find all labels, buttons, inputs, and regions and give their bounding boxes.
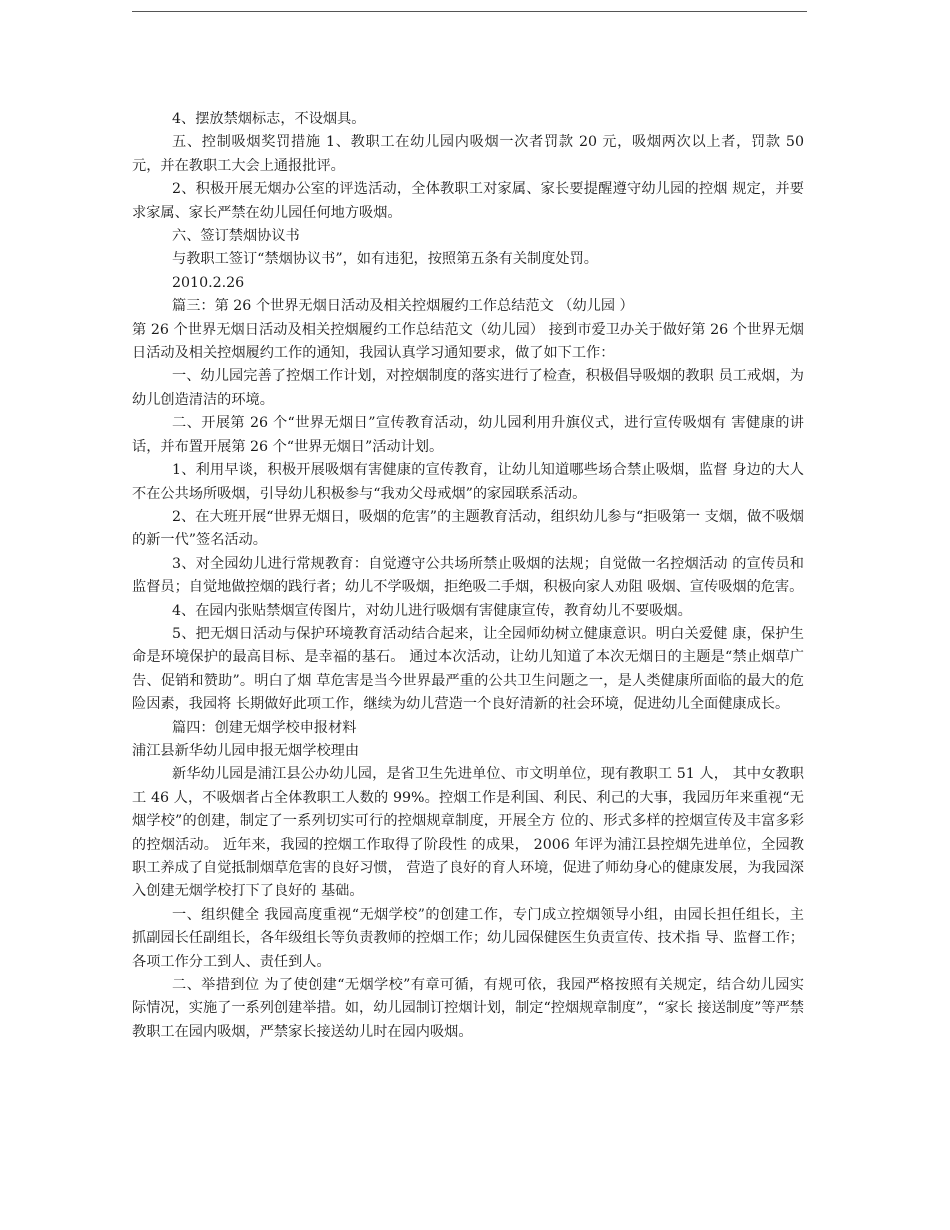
- date-line: 2010.2.26: [172, 274, 245, 291]
- paragraph: 二、举措到位 为了使创建“无烟学校”有章可循，有规可依，我园严格按照有关规定，结合幼儿园实 际情况，实施了一系列创建举措。如，幼儿园制订控烟计划，制定“控烟规章制度”，“家长 接送制度”等严禁教职工在园内吸烟，严禁家长接送幼儿时在园内吸烟。: [132, 977, 804, 1040]
- paragraph: 3、对全园幼儿进行常规教育：自觉遵守公共场所禁止吸烟的法规；自觉做一名控烟活动 的宣传员和监督员；自觉地做控烟的践行者；幼儿不学吸烟，拒绝吸二手烟，积极向家人劝阻 吸烟、宣传吸烟的危害。: [132, 555, 804, 596]
- section-heading: 篇三：第 26 个世界无烟日活动及相关控烟履约工作总结范文 （幼儿园 ）: [172, 298, 634, 315]
- paragraph: 新华幼儿园是浦江县公办幼儿园，是省卫生先进单位、市文明单位，现有教职工 51 人， 其中女教职工 46 人，不吸烟者占全体教职工人数的 99%。控烟工作是利国、利民、利己的大事，我园历年来重视“无烟学校”的创建，制定了一系列切实可行的控烟规章制度，开展全方 位的、形式多样的控烟宣传及丰富多彩的控烟活动。 近年来，我园的控烟工作取得了阶段性 的成果， 2006 年评为浦江县控烟先进单位，全园教职工养成了自觉抵制烟草危害的良好习惯， 营造了良好的育人环境，促进了师幼身心的健康发展，为我园深入创建无烟学校打下了良好的 基础。: [132, 766, 804, 900]
- paragraph: 4、摆放禁烟标志，不设烟具。: [172, 111, 366, 127]
- paragraph: 2、积极开展无烟办公室的评选活动，全体教职工对家属、家长要提醒遵守幼儿园的控烟 规定，并要求家属、家长严禁在幼儿园任何地方吸烟。: [132, 181, 804, 221]
- document-body: [132, 108, 804, 1044]
- subheading: 浦江县新华幼儿园申报无烟学校理由: [132, 742, 360, 759]
- paragraph: 与教职工签订“禁烟协议书”，如有违犯，按照第五条有关制度处罚。: [172, 251, 598, 268]
- paragraph: 五、控制吸烟奖罚措施 1、教职工在幼儿园内吸烟一次者罚款 20 元，吸烟两次以上者，罚款 50 元，并在教职工大会上通报批评。: [132, 134, 804, 174]
- paragraph: 第 26 个世界无烟日活动及相关控烟履约工作总结范文（幼儿园） 接到市爱卫办关于做好第 26 个世界无烟日活动及相关控烟履约工作的通知，我园认真学习通知要求，做了如下工作：: [132, 321, 804, 362]
- paragraph: 六、签订禁烟协议书: [172, 228, 300, 245]
- section-heading: 篇四：创建无烟学校申报材料: [172, 719, 357, 736]
- paragraph: 一、组织健全 我园高度重视“无烟学校”的创建工作，专门成立控烟领导小组，由园长担任组长，主 抓副园长任副组长，各年级组长等负责教师的控烟工作；幼儿园保健医生负责宣传、技术指 导、监督工作；各项工作分工到人、责任到人。: [132, 906, 804, 970]
- paragraph: 2、在大班开展“世界无烟日，吸烟的危害”的主题教育活动，组织幼儿参与“拒吸第一 支烟，做不吸烟的新一代”签名活动。: [132, 508, 804, 549]
- paragraph: 4、在园内张贴禁烟宣传图片，对幼儿进行吸烟有害健康宣传，教育幼儿不要吸烟。: [172, 602, 692, 619]
- paragraph: 二、开展第 26 个“世界无烟日”宣传教育活动，幼儿园利用升旗仪式，进行宣传吸烟有 害健康的讲话，并布置开展第 26 个“世界无烟日”活动计划。: [132, 415, 804, 455]
- paragraph: 一、幼儿园完善了控烟工作计划，对控烟制度的落实进行了检查，积极倡导吸烟的教职 员工戒烟，为幼儿创造清洁的环境。: [132, 368, 804, 408]
- paragraph: 1、利用早谈，积极开展吸烟有害健康的宣传教育，让幼儿知道哪些场合禁止吸烟，监督 身边的大人不在公共场所吸烟，引导幼儿积极参与“我劝父母戒烟”的家园联系活动。: [132, 462, 804, 502]
- header-rule: [132, 11, 807, 12]
- paragraph: 5、把无烟日活动与保护环境教育活动结合起来，让全园师幼树立健康意识。明白关爱健 康，保护生命是环境保护的最高目标、是幸福的基石。 通过本次活动，让幼儿知道了本次无烟日的主题是“禁止烟草广告、促销和赞助”。明白了烟 草危害是当今世界最严重的公共卫生问题之一，是人类健康所面临的最大的危险因素，我园将 长期做好此项工作，继续为幼儿营造一个良好清新的社会环境，促进幼儿全面健康成长。: [132, 625, 804, 713]
